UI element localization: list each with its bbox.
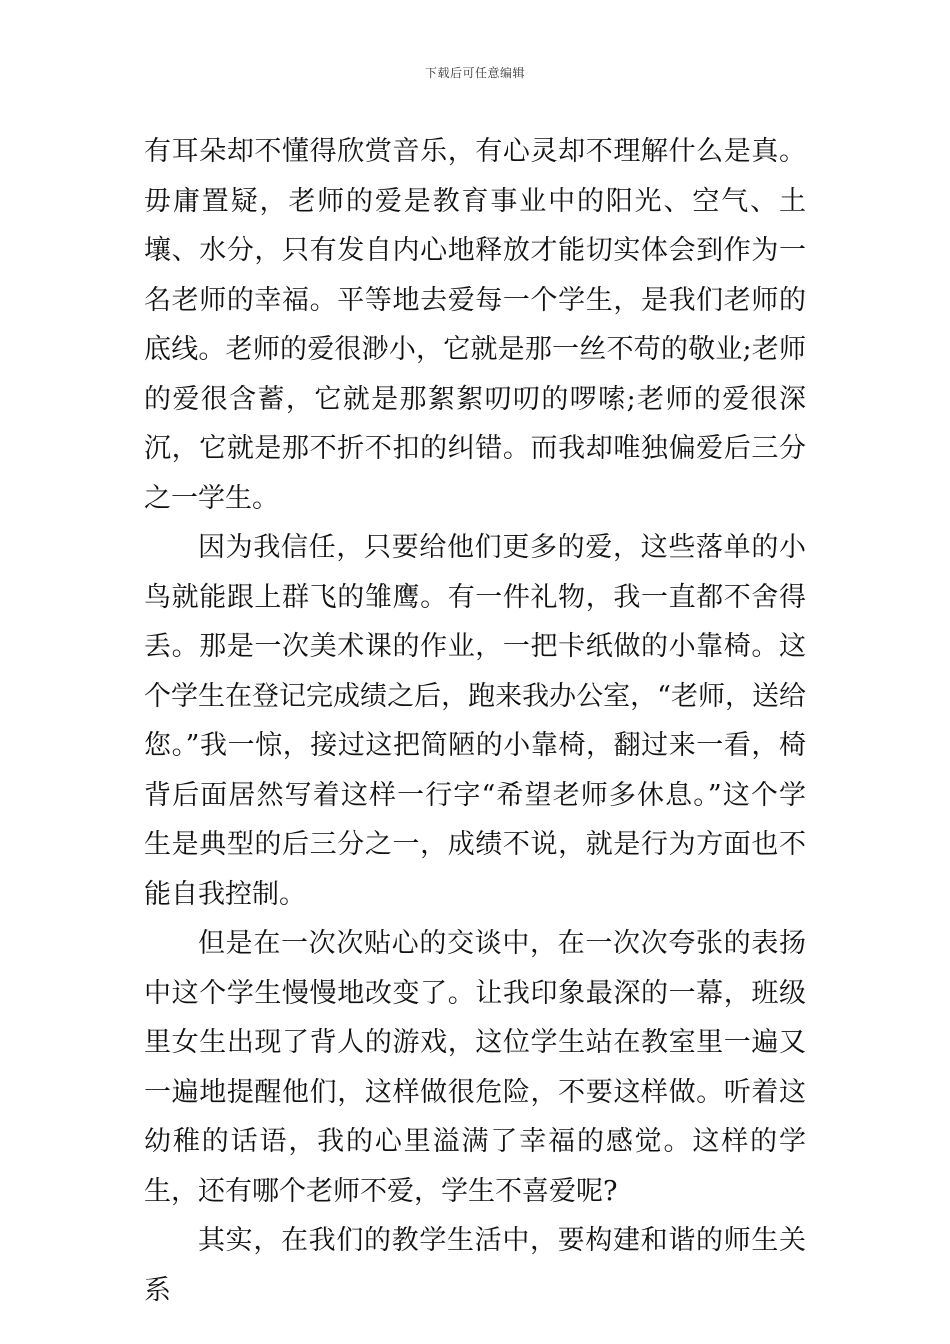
paragraph-3: 但是在一次次贴心的交谈中，在一次次夸张的表扬中这个学生慢慢地改变了。让我印象最深的一幕，班级里女生出现了背人的游戏，这位学生站在教室里一遍又一遍地提醒他们，这样做很危险，不要这样做。听着这幼稚的话语，我的心里溢满了幸福的感觉。这样的学生，还有哪个老师不爱，学生不喜爱呢? [144,928,806,1207]
page-header: 下载后可任意编辑 [424,66,525,80]
paragraph-1: 有耳朵却不懂得欣赏音乐，有心灵却不理解什么是真。毋庸置疑，老师的爱是教育事业中的阳光、空气、土壤、水分，只有发自内心地释放才能切实体会到作为一名老师的幸福。平等地去爱每一个学生，是我们老师的底线。老师的爱很渺小，它就是那一丝不苟的敬业;老师的爱很含蓄，它就是那絮絮叨叨的啰嗦;老师的爱很深沉，它就是那不折不扣的纠错。而我却唯独偏爱后三分之一学生。 [144,136,806,514]
paragraph-2: 因为我信任，只要给他们更多的爱，这些落单的小鸟就能跟上群飞的雏鹰。有一件礼物，我一直都不舍得丢。那是一次美术课的作业，一把卡纸做的小靠椅。这个学生在登记完成绩之后，跑来我办公室，“老师，送给您。”我一惊，接过这把简陋的小靠椅，翻过来一看，椅背后面居然写着这样一行字“希望老师多休息。”这个学生是典型的后三分之一，成绩不说，就是行为方面也不能自我控制。 [144,532,806,910]
document-body [144,127,806,1315]
paragraph-4: 其实，在我们的教学生活中，要构建和谐的师生关系 [144,1225,806,1306]
